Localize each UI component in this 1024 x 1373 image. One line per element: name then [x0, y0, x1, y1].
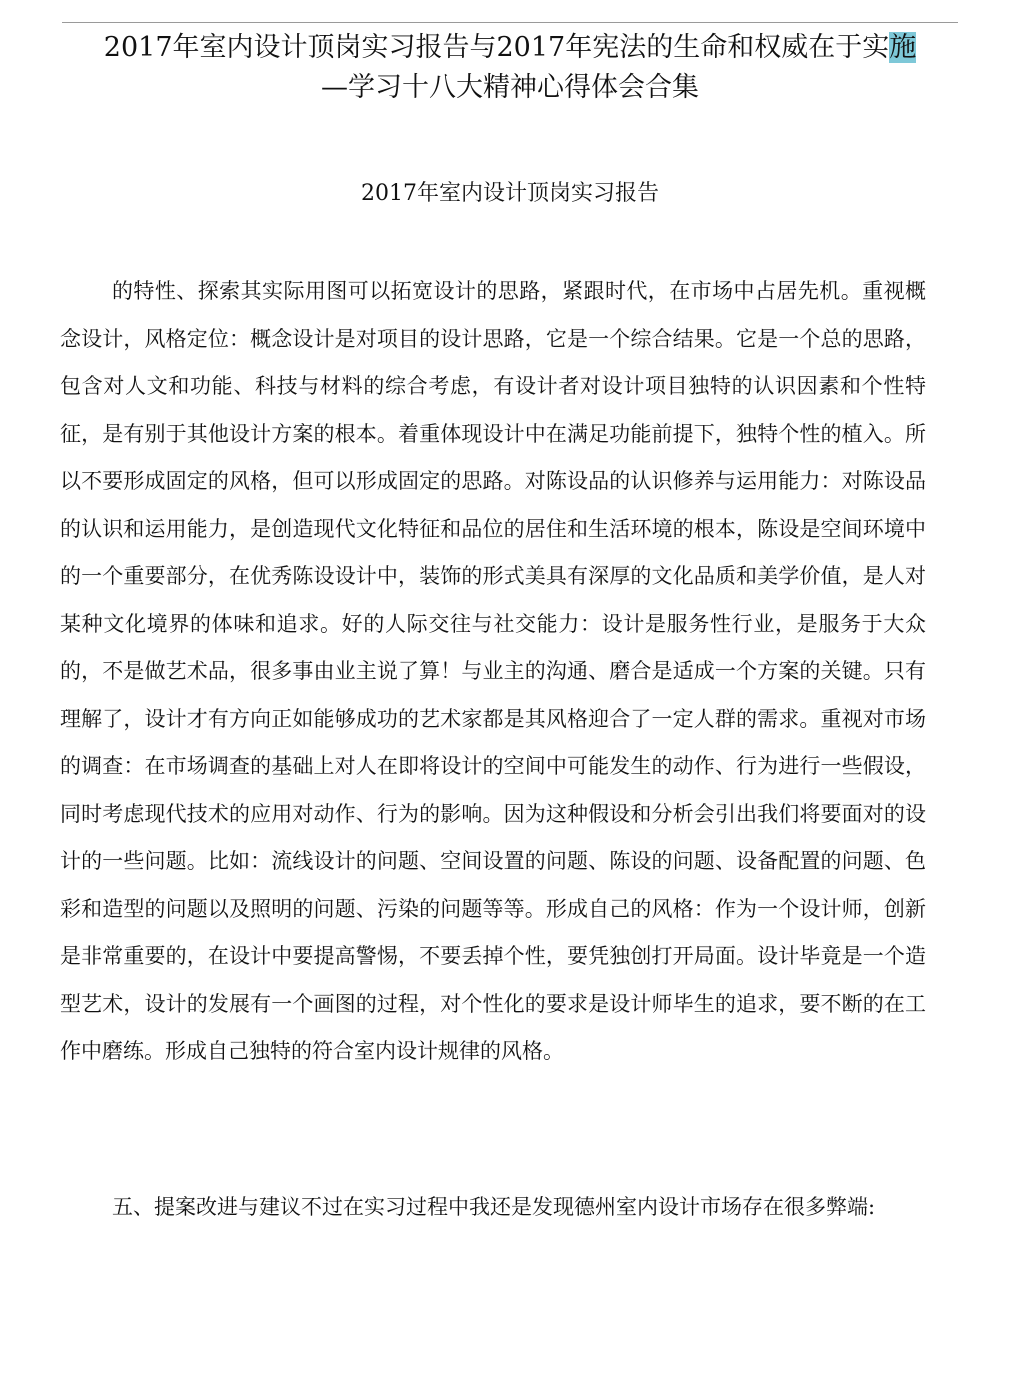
header-rule: [62, 22, 958, 23]
body-paragraph-1: 的特性、探索其实际用图可以拓宽设计的思路，紧跟时代，在市场中占居先机。重视概念设计，风格定位：概念设计是对项目的设计思路，它是一个综合结果。它是一个总的思路，包含对人文和功能、科技与材料的综合考虑，有设计者对设计项目独特的认识因素和个性特征，是有别于其他设计方案的根本。着重体现设计中在满足功能前提下，独特个性的植入。所以不要形成固定的风格，但可以形成固定的思路。对陈设品的认识修养与运用能力：对陈设品的认识和运用能力，是创造现代文化特征和品位的居住和生活环境的根本，陈设是空间环境中的一个重要部分，在优秀陈设设计中，装饰的形式美具有深厚的文化品质和美学价值，是人对某种文化境界的体味和追求。好的人际交往与社交能力：设计是服务性行业，是服务于大众的，不是做艺术品，很多事由业主说了算！与业主的沟通、磨合是适成一个方案的关键。只有理解了，设计才有方向正如能够成功的艺术家都是其风格迎合了一定人群的需求。重视对市场的调查：在市场调查的基础上对人在即将设计的空间中可能发生的动作、行为进行一些假设，同时考虑现代技术的应用对动作、行为的影响。因为这种假设和分析会引出我们将要面对的设计的一些问题。比如：流线设计的问题、空间设置的问题、陈设的问题、设备配置的问题、色彩和造型的问题以及照明的问题、污染的问题等等。形成自己的风格：作为一个设计师，创新是非常重要的，在设计中要提高警惕，不要丢掉个性，要凭独创打开局面。设计毕竟是一个造型艺术，设计的发展有一个画图的过程，对个性化的要求是设计师毕生的追求，要不断的在工作中磨练。形成自己独特的符合室内设计规律的风格。: [60, 279, 926, 1063]
document-title: [62, 28, 958, 108]
body-paragraph-2: 五、提案改进与建议不过在实习过程中我还是发现德州室内设计市场存在很多弊端:: [112, 1195, 876, 1219]
document-title-highlighted-char: 施: [889, 32, 917, 63]
document-title-line2: —学习十八大精神心得体会合集: [321, 72, 699, 103]
document-title-main: 2017年室内设计顶岗实习报告与2017年宪法的生命和权威在于实: [103, 32, 890, 63]
section-title: 2017年室内设计顶岗实习报告: [361, 181, 659, 206]
